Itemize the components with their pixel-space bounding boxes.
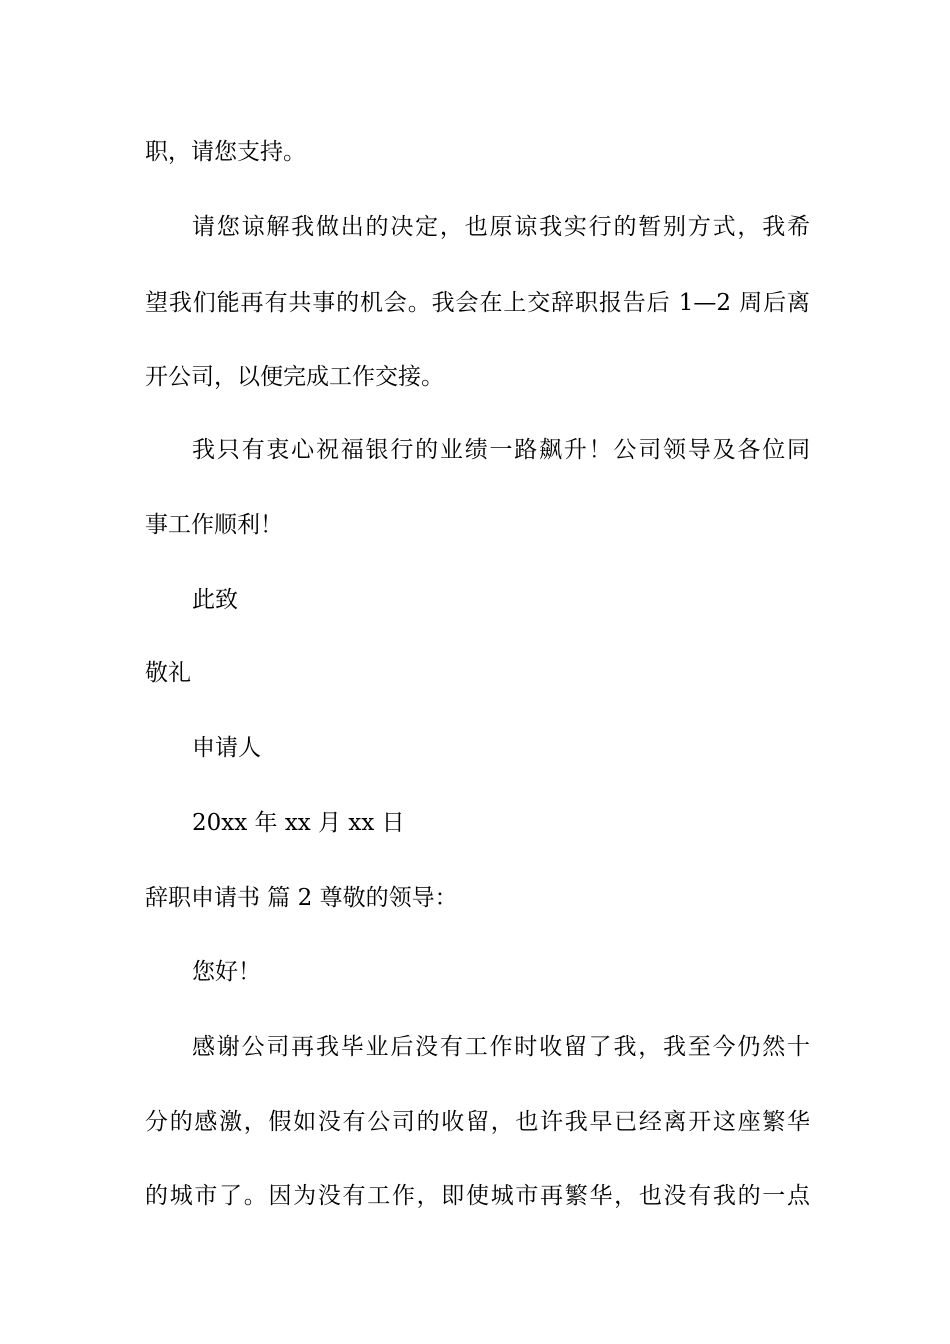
paragraph-line: 的城市了。因为没有工作，即使城市再繁华，也没有我的一点 [145, 1183, 810, 1209]
paragraph-line: 请您谅解我做出的决定，也原谅我实行的暂别方式，我希 [192, 214, 810, 240]
paragraph-line: 事工作顺利！ [145, 512, 283, 538]
greeting-line: 您好！ [192, 959, 261, 985]
closing-line: 此致 [192, 587, 238, 613]
signature-line: 申请人 [192, 735, 261, 761]
date-line: 20xx 年 xx 月 xx 日 [192, 810, 405, 836]
paragraph-line: 开公司，以便完成工作交接。 [145, 364, 444, 390]
salutation-line: 敬礼 [145, 660, 191, 686]
paragraph-line: 我只有衷心祝福银行的业绩一路飙升！公司领导及各位同 [192, 437, 810, 463]
paragraph-line: 职，请您支持。 [145, 139, 306, 165]
paragraph-line: 分的感激，假如没有公司的收留，也许我早已经离开这座繁华 [145, 1109, 810, 1135]
paragraph-line: 望我们能再有共事的机会。我会在上交辞职报告后 1—2 周后离 [145, 290, 810, 316]
paragraph-line: 感谢公司再我毕业后没有工作时收留了我，我至今仍然十 [192, 1034, 810, 1060]
section-heading: 辞职申请书 篇 2 尊敬的领导： [145, 885, 458, 911]
